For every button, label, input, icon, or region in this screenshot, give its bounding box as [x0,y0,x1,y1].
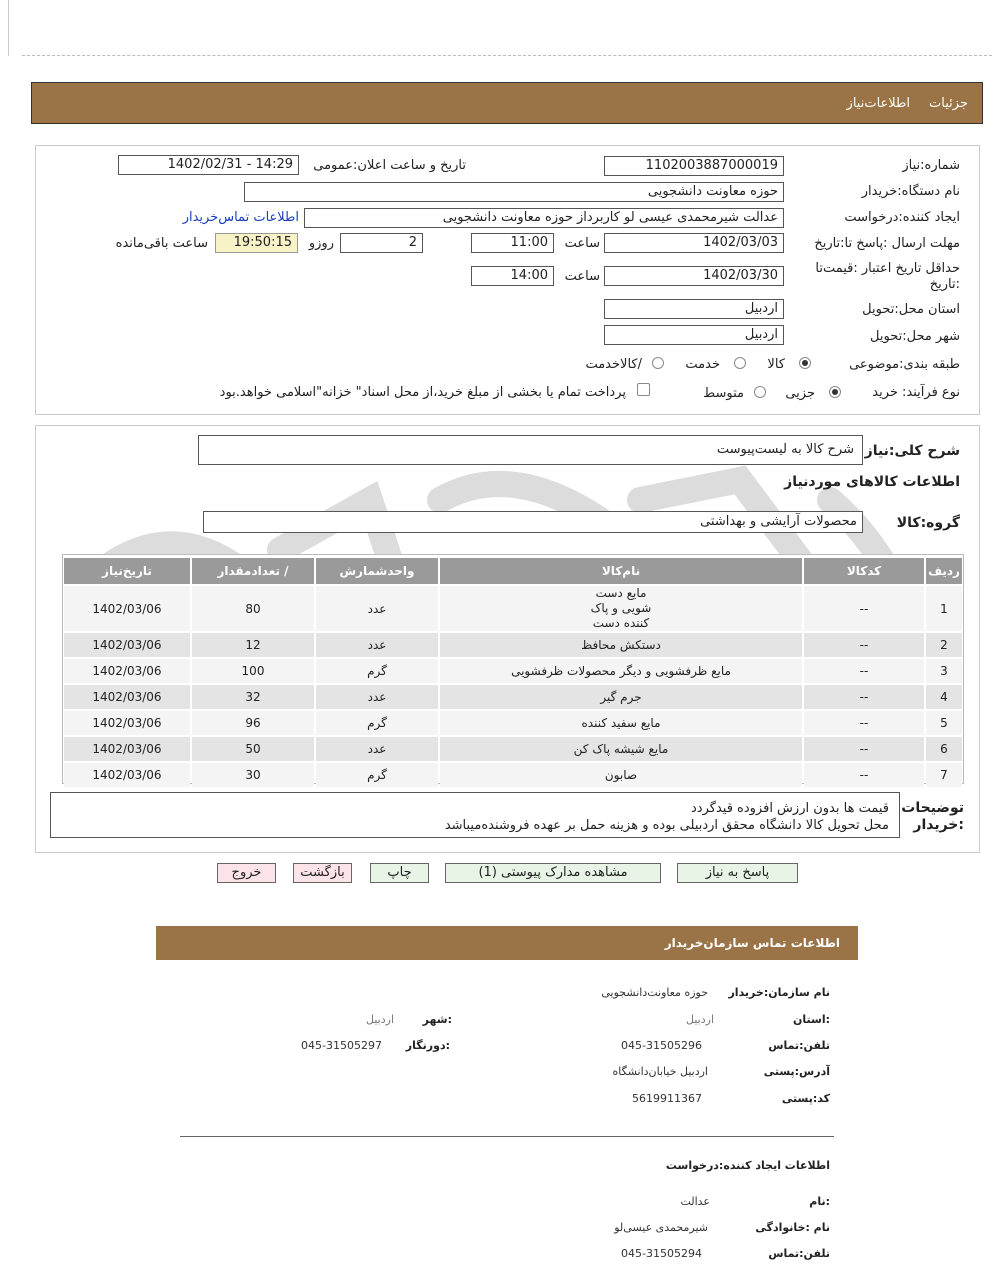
need-number-field: 1102003887000019 [604,156,784,176]
creator-name-value: عدالت [680,1195,710,1208]
announce-field: 1402/02/31 - 14:29 [118,155,299,175]
process-label: نوع فرآیند: خرید [872,385,960,400]
row-qty: 32 [192,685,314,709]
send-time-field: 11:00 [471,233,554,253]
row-name: مایع شیشه پاک کن [440,737,802,761]
row-date: 1402/03/06 [64,586,190,631]
table-row [64,737,962,761]
proc-partial-radio[interactable] [829,386,841,398]
city-contact-label: :شهر [422,1013,452,1026]
col-unit: واحدشمارش [316,558,438,584]
row-code: -- [804,737,924,761]
city-field: اردبیل [604,325,784,345]
cat-both-radio[interactable] [652,357,664,369]
creator-phone-value: 045-31505294 [621,1247,702,1260]
buyer-notes-box [50,792,900,838]
validity-time-label: ساعت [564,269,600,284]
attachments-button[interactable]: مشاهده مدارک پیوستی (1) [445,863,661,883]
back-button[interactable]: بازگشت [293,863,352,883]
buyer-contact-title: اطلاعات تماس سازمان‌خریدار [664,936,840,950]
table-row [64,763,962,787]
creator-name-label: :نام [809,1195,830,1208]
row-unit: گرم [316,659,438,683]
row-code: -- [804,659,924,683]
group-label: گروه:کالا [896,515,960,531]
buyer-contact-link[interactable]: اطلاعات تماس‌خریدار [182,210,299,225]
tab-details[interactable]: جزئیات [929,96,968,111]
fax-value: 045-31505297 [301,1039,382,1052]
send-time-label: ساعت [564,236,600,251]
creator-family-value: شیرمحمدی عیسی‌لو [614,1221,708,1234]
row-qty: 100 [192,659,314,683]
buyer-notes-label-1: توضیحات [901,800,964,816]
validity-label-1: حداقل تاریخ اعتبار :قیمت‌تا [815,261,960,276]
row-number: 7 [926,763,962,787]
row-date: 1402/03/06 [64,763,190,787]
cat-service-label: خدمت [685,357,720,372]
buyer-notes-label-2: :خریدار [913,817,964,833]
address-label: آدرس:پستی [763,1065,830,1078]
row-name: جرم گیر [440,685,802,709]
row-code: -- [804,633,924,657]
buyer-org-field: حوزه معاونت دانشجویی [244,182,784,202]
creator-info-title: اطلاعات ایجاد کننده:درخواست [665,1159,830,1172]
row-date: 1402/03/06 [64,633,190,657]
row-number: 1 [926,586,962,631]
province-contact-value: اردبیل [686,1013,714,1026]
page-header [31,82,983,124]
need-number-label: شماره:نیاز [902,158,960,173]
buyer-org-label: نام دستگاه:خریدار [861,184,960,199]
send-date-field: 1402/03/03 [604,233,784,253]
exit-button[interactable]: خروج [217,863,276,883]
group-field: محصولات آرایشی و بهداشتی [203,511,863,533]
row-date: 1402/03/06 [64,737,190,761]
creator-phone-label: تلفن:تماس [768,1247,830,1260]
row-number: 2 [926,633,962,657]
announce-label: تاریخ و ساعت اعلان:عمومی [313,158,466,173]
row-code: -- [804,685,924,709]
row-qty: 30 [192,763,314,787]
creator-family-label: نام :خانوادگی [755,1221,830,1234]
row-unit: گرم [316,711,438,735]
row-unit: عدد [316,586,438,631]
row-name: مایع دست شویی و پاک کننده دست [440,586,802,631]
proc-partial-label: جزیی [785,386,815,401]
treasury-payment-note: پرداخت تمام یا بخشی از مبلغ خرید،از محل اسناد" خزانه"اسلامی خواهد.بود [219,385,626,400]
table-row [64,711,962,735]
proc-medium-label: متوسط [703,386,744,401]
print-button[interactable]: چاپ [370,863,429,883]
row-name: مایع سفید کننده [440,711,802,735]
remaining-label: ساعت باقی‌مانده [115,236,208,251]
row-date: 1402/03/06 [64,659,190,683]
row-unit: گرم [316,763,438,787]
validity-label-2: :تاریخ [929,277,960,292]
row-qty: 12 [192,633,314,657]
row-name: صابون [440,763,802,787]
postal-label: کد:پستی [781,1092,830,1105]
items-header-row [64,558,962,584]
validity-time-field: 14:00 [471,266,554,286]
row-code: -- [804,586,924,631]
phone-value: 045-31505296 [621,1039,702,1052]
reply-button[interactable]: پاسخ به نیاز [677,863,798,883]
row-number: 6 [926,737,962,761]
row-name: مایع ظرفشویی و دیگر محصولات ظرفشویی [440,659,802,683]
buyer-contact-band [156,926,858,960]
summary-label: شرح کلی:نیاز [864,443,960,459]
goods-info-title: اطلاعات کالاهای موردنیاز [784,474,960,490]
row-unit: عدد [316,633,438,657]
city-label: شهر محل:تحویل [870,329,960,344]
cat-goods-label: کالا [767,357,785,372]
proc-medium-radio[interactable] [754,386,766,398]
row-date: 1402/03/06 [64,685,190,709]
province-field: اردبیل [604,299,784,319]
cat-goods-radio[interactable] [799,357,811,369]
col-name: نام‌کالا [440,558,802,584]
row-qty: 80 [192,586,314,631]
page-edge-line [8,0,9,56]
buyer-notes-line-1: قیمت ها بدون ارزش افزوده قیدگردد [691,801,889,816]
province-label: استان محل:تحویل [862,302,960,317]
col-qty: / تعدادمقدار [192,558,314,584]
category-label: طبقه بندی:موضوعی [849,357,960,372]
treasury-payment-checkbox[interactable] [637,383,650,396]
row-code: -- [804,763,924,787]
cat-both-label: /کالاخدمت [585,357,642,372]
cat-service-radio[interactable] [734,357,746,369]
row-qty: 50 [192,737,314,761]
row-number: 5 [926,711,962,735]
contact-divider [180,1136,834,1137]
buyer-notes-line-2: محل تحویل کالا دانشگاه محقق اردبیلی بوده و هزینه حمل بر عهده فروشنده‌میباشد [444,818,889,833]
org-label: نام سازمان:خریدار [728,986,830,999]
creator-label: ایجاد کننده:درخواست [844,210,960,225]
province-contact-label: :استان [793,1013,830,1026]
table-row [64,659,962,683]
col-date: تاریخ‌نیاز [64,558,190,584]
row-number: 4 [926,685,962,709]
row-qty: 96 [192,711,314,735]
row-name: دستکش محافظ [440,633,802,657]
table-row [64,633,962,657]
col-row: ردیف [926,558,962,584]
items-table [62,556,964,789]
days-label: روزو [308,236,334,251]
table-row [64,685,962,709]
city-contact-value: اردبیل [366,1013,394,1026]
col-code: کدکالا [804,558,924,584]
org-value: حوزه معاونت‌دانشجویی [601,986,708,999]
row-unit: عدد [316,685,438,709]
postal-value: 5619911367 [632,1092,702,1105]
days-field: 2 [340,233,423,253]
row-number: 3 [926,659,962,683]
row-unit: عدد [316,737,438,761]
top-divider [22,55,992,56]
row-code: -- [804,711,924,735]
address-value: اردبیل خیابان‌دانشگاه [612,1065,708,1078]
summary-field: شرح کالا به لیست‌پیوست [198,435,863,465]
phone-label: تلفن:تماس [768,1039,830,1052]
row-date: 1402/03/06 [64,711,190,735]
remaining-time: 19:50:15 [215,233,298,253]
fax-label: :دورنگار [405,1039,450,1052]
send-deadline-label: مهلت ارسال :پاسخ تا:تاریخ [814,236,960,251]
table-row [64,586,962,631]
tab-need-info[interactable]: اطلاعات‌نیاز [846,96,910,111]
creator-field: عدالت شیرمحمدی عیسی لو کاربرداز حوزه معاونت دانشجویی [304,208,784,228]
validity-date-field: 1402/03/30 [604,266,784,286]
